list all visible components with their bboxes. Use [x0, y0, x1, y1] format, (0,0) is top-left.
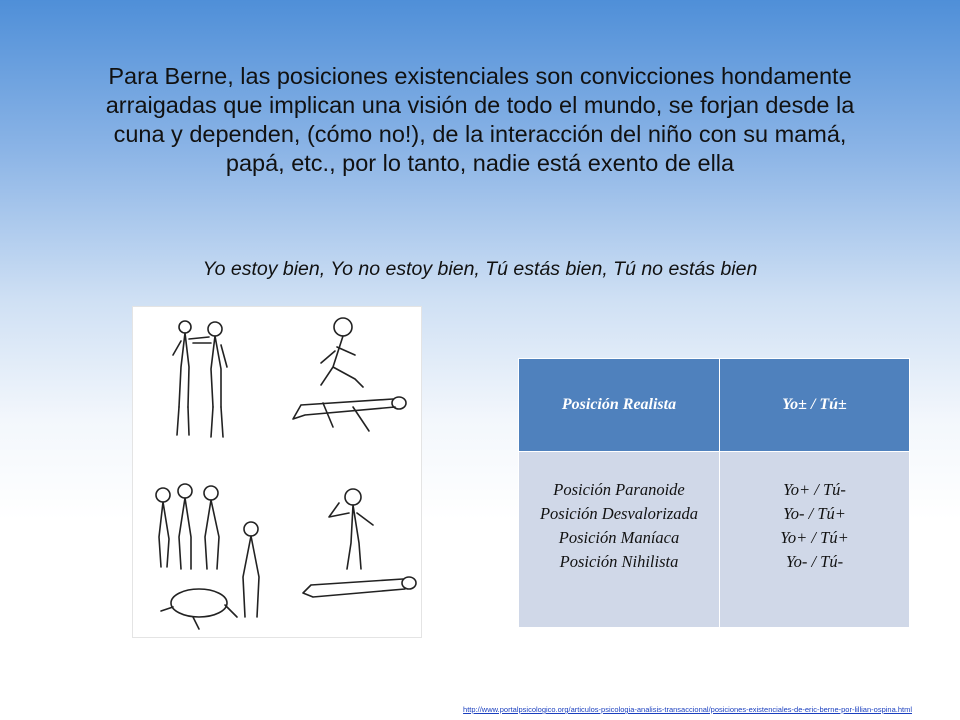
- position-notation: Yo- / Tú+: [783, 504, 846, 523]
- positions-list-cell: [519, 452, 720, 628]
- position-name: Posición Nihilista: [559, 552, 679, 571]
- positions-subtitle: Yo estoy bien, Yo no estoy bien, Tú estás bien, Tú no estás bien: [202, 258, 758, 280]
- position-notation: Yo- / Tú-: [785, 552, 844, 571]
- embracing-figures-drawing: [173, 321, 227, 437]
- main-paragraph: Para Berne, las posiciones existenciales son convicciones hondamente arraigadas que implican una visión de todo el mundo, se forjan desde la cuna y dependen, (cómo no!), de la interacción del niño con su mamá, papá, etc., por lo tanto, nadie está exento de ella: [105, 63, 855, 176]
- existential-positions-table: [518, 358, 910, 628]
- position-name: Posición Paranoide: [553, 480, 685, 499]
- table-header-row: [519, 359, 910, 452]
- standing-and-lying-figures-drawing: [303, 489, 416, 597]
- existential-positions-illustration: [132, 306, 422, 638]
- table-body-row: [519, 452, 910, 628]
- position-name: Posición Maníaca: [558, 528, 680, 547]
- header-position-cell: Posición Realista: [519, 359, 720, 452]
- notations-list-cell: [720, 452, 910, 628]
- position-name: Posición Desvalorizada: [539, 504, 699, 523]
- header-notation-cell: Yo± / Tú±: [720, 359, 910, 452]
- kneeling-figure-drawing: [293, 318, 406, 431]
- source-link[interactable]: http://www.portalpsicologico.org/articulos-psicologia-analisis-transaccional/posiciones-existenciales-de-eric-berne-por-lillian-ospina.html: [463, 705, 912, 714]
- position-notation: Yo+ / Tú-: [783, 480, 846, 499]
- group-of-figures-drawing: [156, 484, 259, 629]
- position-notation: Yo+ / Tú+: [780, 528, 849, 547]
